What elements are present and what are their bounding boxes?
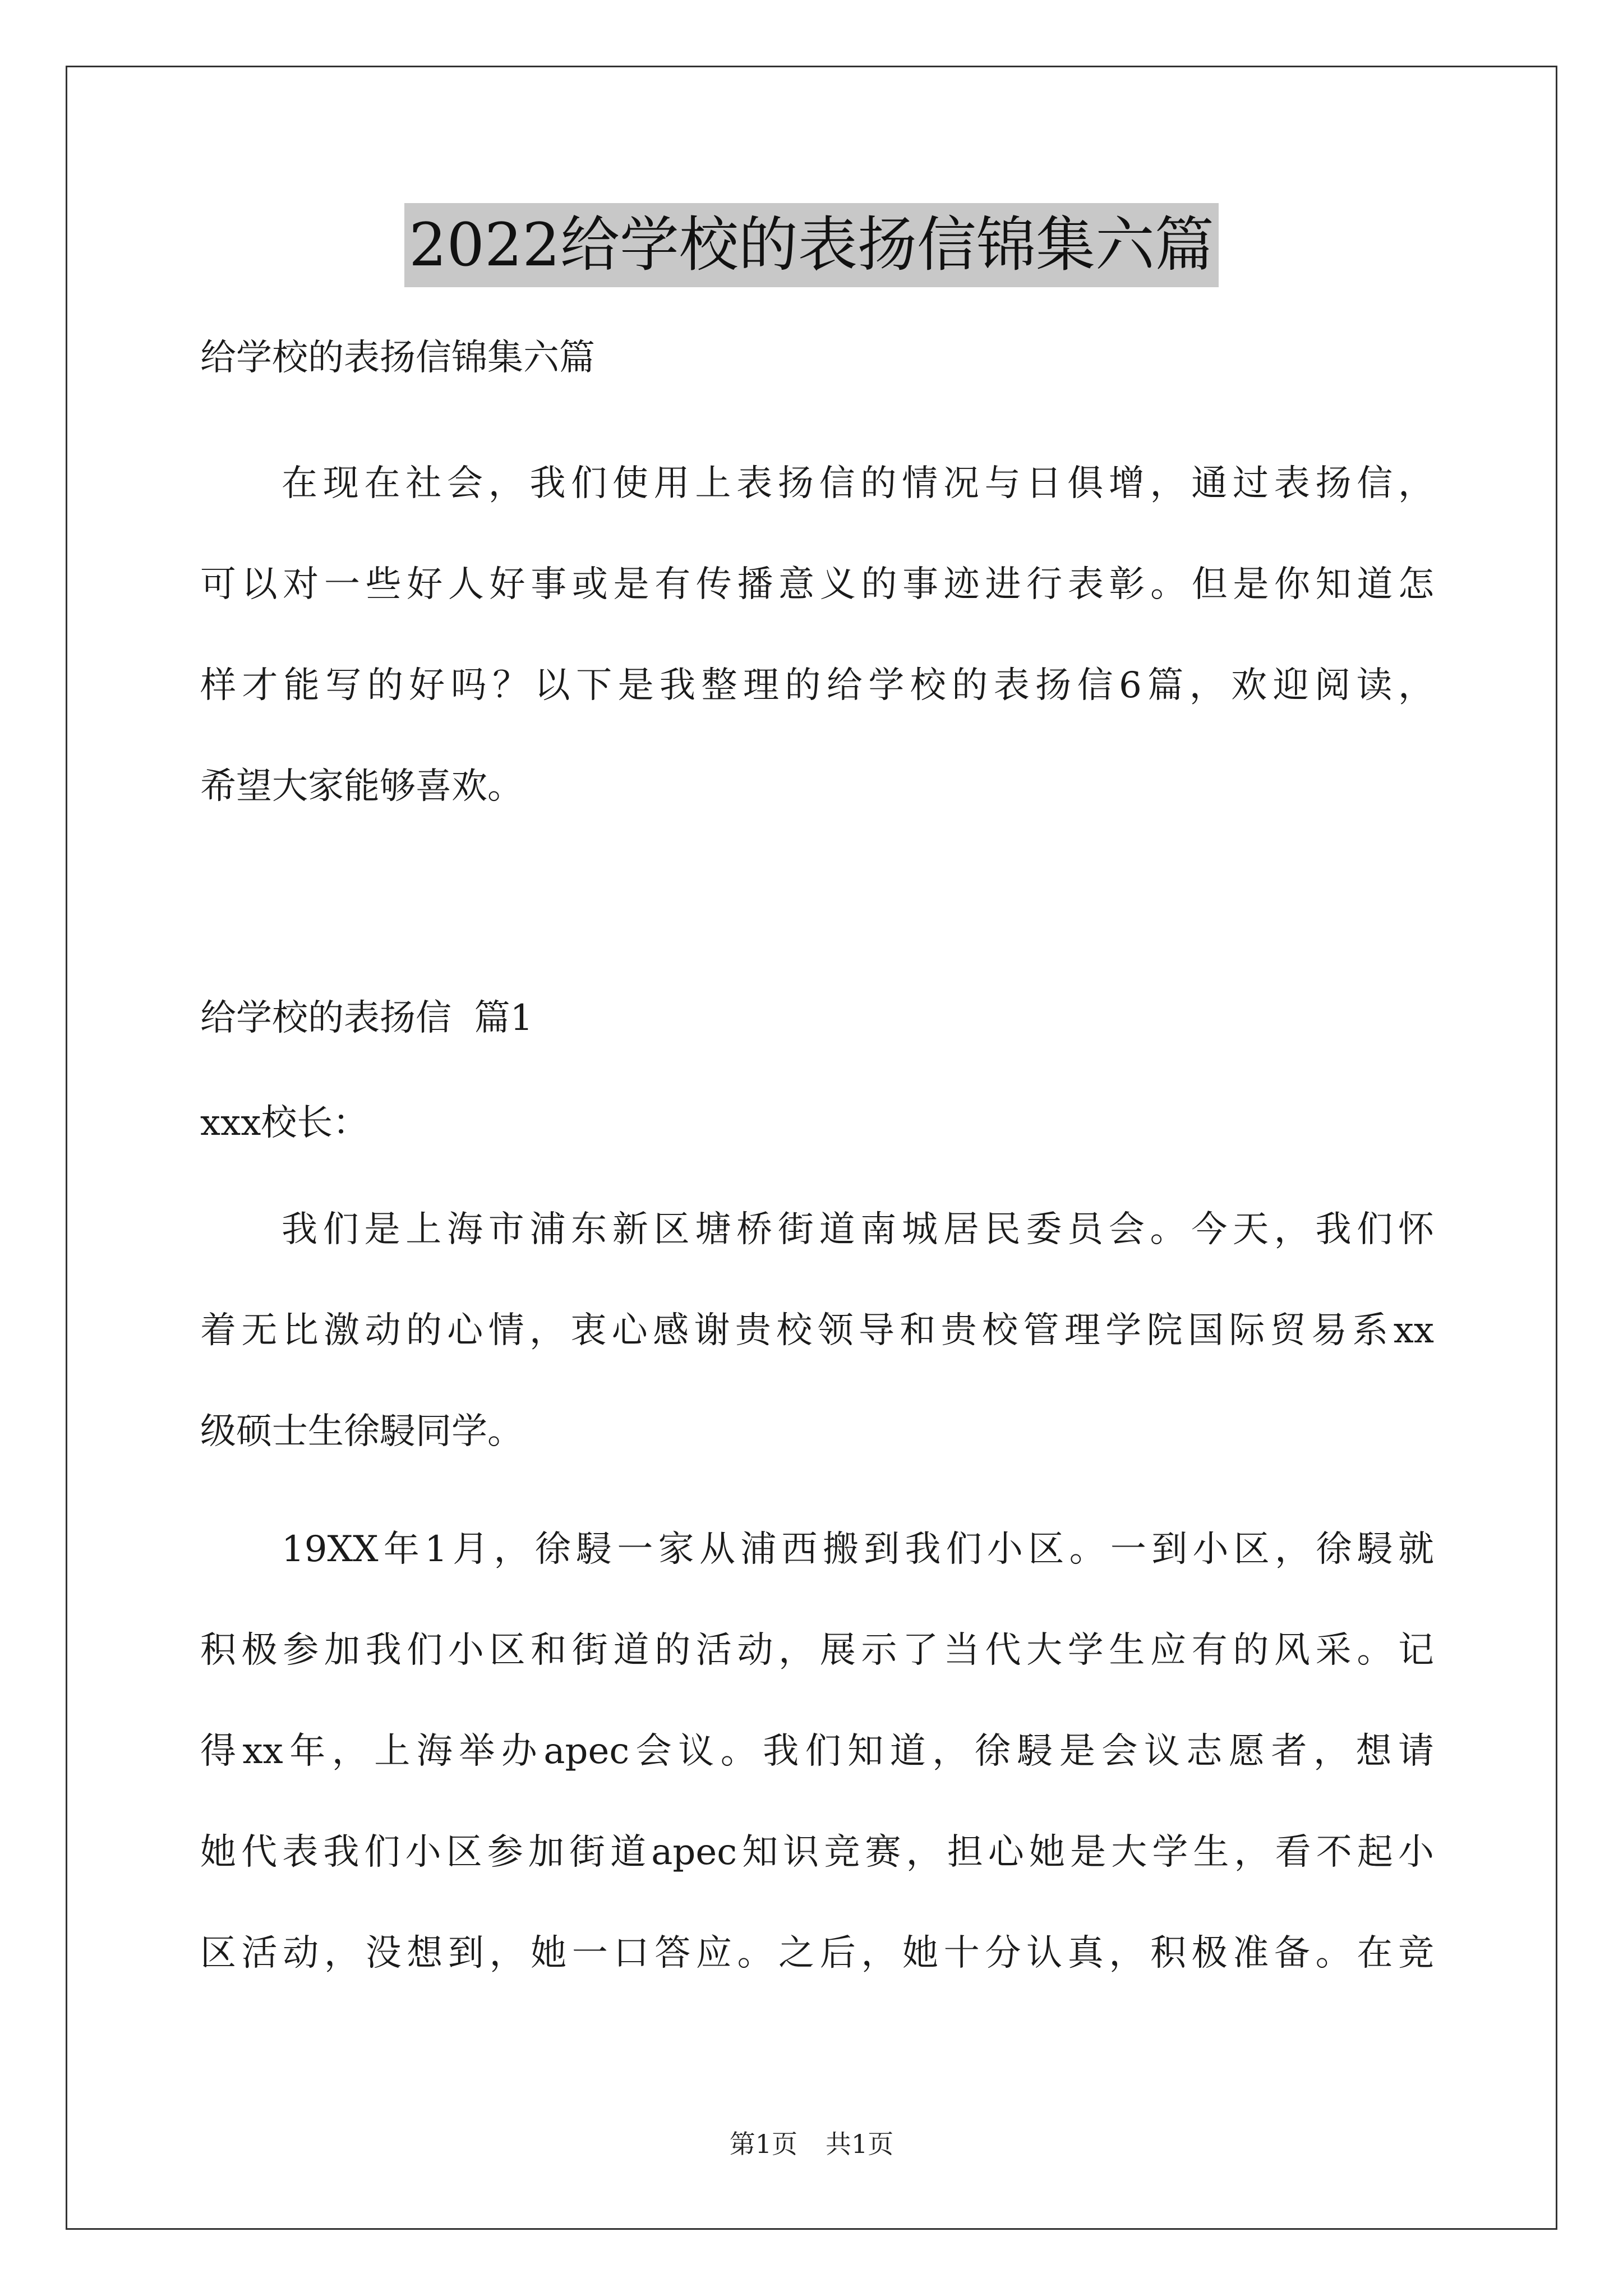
paragraph-line: 区活动，没想到，她一口答应。之后，她十分认真，积极准备。在竞 (200, 1932, 1434, 1974)
paragraph-line: 19XX年1月，徐駸一家从浦西搬到我们小区。一到小区，徐駸就 (282, 1529, 1434, 1570)
intro-line: 在现在社会，我们使用上表扬信的情况与日俱增，通过表扬信， (282, 463, 1434, 504)
paragraph-line: 积极参加我们小区和街道的活动，展示了当代大学生应有的风采。记 (200, 1630, 1434, 1671)
paragraph-line: 级硕士生徐駸同学。 (200, 1411, 523, 1452)
paragraph-line: 得xx年，上海举办apec会议。我们知道，徐駸是会议志愿者，想请 (200, 1731, 1434, 1772)
paragraph-line: 我们是上海市浦东新区塘桥街道南城居民委员会。今天，我们怀 (282, 1209, 1434, 1250)
intro-line: 样才能写的好吗？以下是我整理的给学校的表扬信6篇，欢迎阅读， (200, 665, 1434, 706)
intro-line: 希望大家能够喜欢。 (200, 766, 523, 807)
document-subtitle: 给学校的表扬信锦集六篇 (200, 337, 595, 379)
paragraph-line: 着无比激动的心情，衷心感谢贵校领导和贵校管理学院国际贸易系xx (200, 1310, 1434, 1351)
page-number: 第1页 (729, 2129, 797, 2159)
section-heading: 给学校的表扬信 篇1 (200, 997, 533, 1039)
paragraph-line: 她代表我们小区参加街道apec知识竞赛，担心她是大学生，看不起小 (200, 1832, 1434, 1873)
document-title-text: 2022给学校的表扬信锦集六篇 (404, 203, 1219, 287)
page-total: 共1页 (826, 2129, 894, 2159)
document-title (0, 203, 1623, 287)
salutation: xxx校长： (200, 1102, 369, 1144)
intro-line: 可以对一些好人好事或是有传播意义的事迹进行表彰。但是你知道怎 (200, 564, 1434, 605)
page-footer (0, 2127, 1623, 2161)
